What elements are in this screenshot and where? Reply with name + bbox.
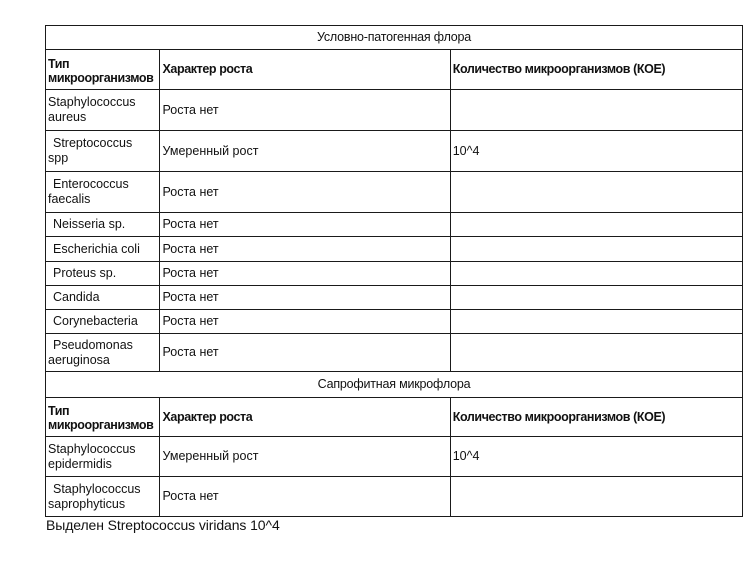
footer-note: Выделен Streptococcus viridans 10^4 bbox=[46, 517, 280, 533]
growth-value: Умеренный рост bbox=[160, 437, 450, 477]
header-organism-type-line1: Тип bbox=[48, 404, 70, 418]
count-value bbox=[450, 237, 742, 262]
growth-value: Роста нет bbox=[160, 477, 450, 517]
organism-name-line1: Candida bbox=[53, 290, 100, 304]
organism-name bbox=[46, 131, 160, 172]
organism-name-line1: Proteus sp. bbox=[53, 266, 117, 280]
organism-name bbox=[46, 334, 160, 372]
header-organism-type-line1: Тип bbox=[48, 56, 70, 71]
header-microorganism-count: Количество микроорганизмов (КОЕ) bbox=[450, 50, 742, 90]
header-organism-type bbox=[46, 50, 160, 90]
count-value bbox=[450, 286, 742, 310]
organism-name-line1: Neisseria sp. bbox=[53, 217, 126, 231]
table-row bbox=[46, 286, 743, 310]
organism-name-line1: Escherichia coli bbox=[53, 241, 140, 256]
header-microorganism-count: Количество микроорганизмов (КОЕ) bbox=[450, 398, 742, 437]
table-row bbox=[46, 213, 743, 237]
organism-name-line2: spp bbox=[48, 151, 69, 165]
organism-name bbox=[46, 237, 160, 262]
organism-name-line1: Pseudomonas bbox=[53, 337, 133, 352]
header-organism-type-line2: микроорганизмов bbox=[48, 70, 154, 85]
table-row bbox=[46, 237, 743, 262]
header-growth-character: Характер роста bbox=[160, 398, 450, 437]
table-row bbox=[46, 437, 743, 477]
count-value bbox=[450, 334, 742, 372]
header-organism-type-line2: микроорганизмов bbox=[48, 418, 154, 432]
table-row bbox=[46, 90, 743, 131]
organism-name-line1: Corynebacteria bbox=[53, 314, 138, 328]
microflora-report bbox=[45, 25, 743, 517]
organism-name bbox=[46, 213, 160, 237]
table-row bbox=[46, 334, 743, 372]
organism-name-line2: epidermidis bbox=[48, 456, 112, 471]
table-row bbox=[46, 262, 743, 286]
organism-name-line2: saprophyticus bbox=[48, 496, 126, 511]
growth-value: Роста нет bbox=[160, 310, 450, 334]
section-title-row bbox=[46, 372, 743, 398]
table-row bbox=[46, 477, 743, 517]
growth-value: Роста нет bbox=[160, 262, 450, 286]
count-value: 10^4 bbox=[450, 437, 742, 477]
section-title-row bbox=[46, 26, 743, 50]
organism-name-line1: Enterococcus bbox=[53, 177, 129, 191]
organism-name-line2: faecalis bbox=[48, 192, 91, 206]
organism-name bbox=[46, 90, 160, 131]
organism-name-line1: Streptococcus bbox=[53, 136, 133, 150]
count-value bbox=[450, 172, 742, 213]
count-value: 10^4 bbox=[450, 131, 742, 172]
organism-name bbox=[46, 437, 160, 477]
organism-name bbox=[46, 310, 160, 334]
header-row bbox=[46, 398, 743, 437]
organism-name bbox=[46, 477, 160, 517]
growth-value: Роста нет bbox=[160, 172, 450, 213]
count-value bbox=[450, 90, 742, 131]
microflora-table bbox=[45, 25, 743, 517]
table-row bbox=[46, 172, 743, 213]
growth-value: Умеренный рост bbox=[160, 131, 450, 172]
growth-value: Роста нет bbox=[160, 334, 450, 372]
count-value bbox=[450, 262, 742, 286]
growth-value: Роста нет bbox=[160, 286, 450, 310]
count-value bbox=[450, 310, 742, 334]
count-value bbox=[450, 477, 742, 517]
count-value bbox=[450, 213, 742, 237]
header-growth-character: Характер роста bbox=[160, 50, 450, 90]
table-row bbox=[46, 131, 743, 172]
table-row bbox=[46, 310, 743, 334]
header-organism-type bbox=[46, 398, 160, 437]
growth-value: Роста нет bbox=[160, 90, 450, 131]
organism-name-line1: Staphylococcus bbox=[53, 481, 141, 496]
growth-value: Роста нет bbox=[160, 237, 450, 262]
organism-name-line2: aureus bbox=[48, 110, 87, 124]
growth-value: Роста нет bbox=[160, 213, 450, 237]
organism-name-line1: Staphylococcus bbox=[48, 95, 136, 109]
organism-name-line2: aeruginosa bbox=[48, 352, 110, 367]
organism-name bbox=[46, 262, 160, 286]
section-title: Сапрофитная микрофлора bbox=[46, 372, 743, 398]
organism-name-line1: Staphylococcus bbox=[48, 441, 136, 456]
organism-name bbox=[46, 286, 160, 310]
header-row bbox=[46, 50, 743, 90]
section-title: Условно-патогенная флора bbox=[46, 26, 743, 50]
organism-name bbox=[46, 172, 160, 213]
